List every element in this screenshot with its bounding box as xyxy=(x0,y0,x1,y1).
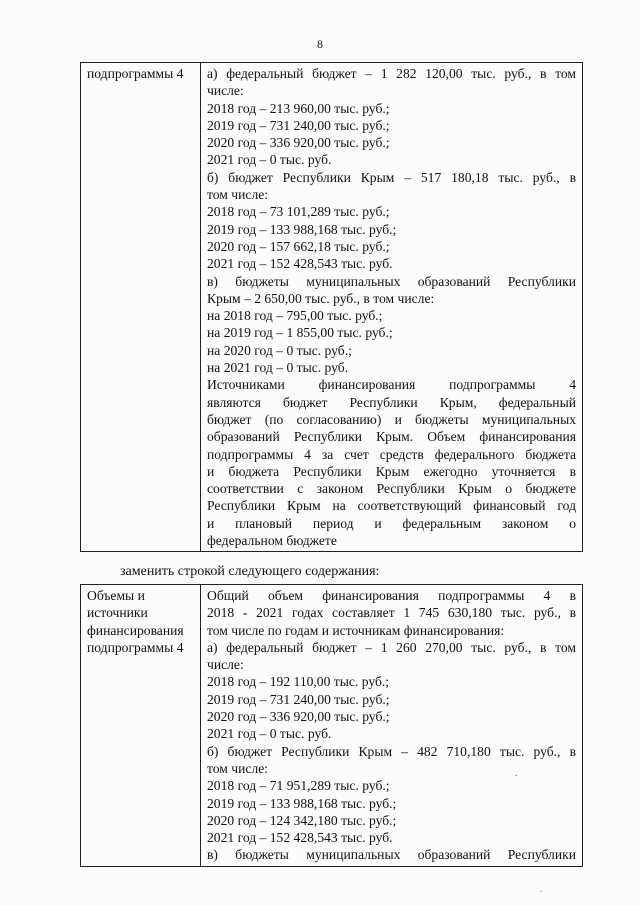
left-label-cell xyxy=(81,585,201,867)
text-line: 2020 год – 124 342,180 тыс. руб.; xyxy=(207,812,397,828)
funding-lines xyxy=(207,587,576,864)
funding-lines xyxy=(207,65,576,549)
left-label-cell xyxy=(81,63,201,552)
text-line: 2018 год – 192 110,00 тыс. руб.; xyxy=(207,674,390,690)
text-line: 2021 год – 152 428,543 тыс. руб. xyxy=(207,256,393,272)
text-line: 2021 год – 0 тыс. руб. xyxy=(207,152,332,168)
text-line: Источниками финансирования подпрограммы 4 xyxy=(207,377,576,393)
text-line: федеральном бюджете xyxy=(207,533,337,549)
text-line: 2019 год – 133 988,168 тыс. руб.; xyxy=(207,221,397,237)
text-line: подпрограммы 4 за счет средств федерального бюджета xyxy=(207,446,576,462)
text-line: являются бюджет Республики Крым, федеральный xyxy=(207,394,576,410)
text-line: 2020 год – 157 662,18 тыс. руб.; xyxy=(207,238,390,254)
scan-speck: . xyxy=(540,884,543,895)
text-line: 2021 год – 152 428,543 тыс. руб. xyxy=(207,830,393,846)
replacement-instruction: заменить строкой следующего содержания: xyxy=(120,564,380,579)
text-line: Общий объем финансирования подпрограммы 4 в xyxy=(207,588,576,603)
text-line: на 2019 год – 1 855,00 тыс. руб.; xyxy=(207,325,393,341)
text-line: 2018 год – 213 960,00 тыс. руб.; xyxy=(207,100,390,116)
old-funding-table xyxy=(80,62,583,552)
text-line: в) бюджеты муниципальных образований Республики xyxy=(207,847,576,863)
text-line: Крым – 2 650,00 тыс. руб., в том числе: xyxy=(207,290,435,306)
left-label: подпрограммы 4 xyxy=(87,66,184,81)
table-row xyxy=(81,63,583,552)
text-line: 2018 год – 73 101,289 тыс. руб.; xyxy=(207,204,390,220)
text-line: в) бюджеты муниципальных образований Республики xyxy=(207,273,576,289)
text-line: 2020 год – 336 920,00 тыс. руб.; xyxy=(207,709,390,725)
text-line: б) бюджет Республики Крым – 482 710,180 тыс. руб., в xyxy=(207,743,576,759)
text-line: 2021 год – 0 тыс. руб. xyxy=(207,726,332,742)
page-number: 8 xyxy=(317,37,323,51)
left-label-line: финансирования xyxy=(87,622,184,638)
text-line: том числе по годам и источникам финансирования: xyxy=(207,622,505,638)
text-line: том числе: xyxy=(207,187,269,203)
text-line: Республики Крым на соответствующий финансовый год xyxy=(207,498,576,514)
scan-speck: . xyxy=(515,768,518,779)
left-label-line: подпрограммы 4 xyxy=(87,639,184,655)
text-line: б) бюджет Республики Крым – 517 180,18 тыс. руб., в xyxy=(207,169,576,185)
text-line: образований Республики Крым. Объем финансирования xyxy=(207,429,576,445)
text-line: 2019 год – 731 240,00 тыс. руб.; xyxy=(207,691,390,707)
funding-details-cell xyxy=(201,63,583,552)
text-line: 2020 год – 336 920,00 тыс. руб.; xyxy=(207,135,390,151)
table-row xyxy=(81,585,583,867)
text-line: на 2020 год – 0 тыс. руб.; xyxy=(207,342,352,358)
text-line: соответствии с законом Республики Крым о бюджете xyxy=(207,481,576,497)
text-line: 2018 год – 71 951,289 тыс. руб.; xyxy=(207,778,390,794)
text-line: 2018 - 2021 годах составляет 1 745 630,180 тыс. руб., в xyxy=(207,605,576,621)
text-line: числе: xyxy=(207,83,244,99)
text-line: 2019 год – 133 988,168 тыс. руб.; xyxy=(207,795,397,811)
text-line: бюджет (по согласованию) и бюджеты муниципальных xyxy=(207,411,576,427)
left-label-line: источники xyxy=(87,605,148,621)
new-funding-table xyxy=(80,584,583,867)
text-line: том числе: xyxy=(207,760,269,776)
funding-details-cell xyxy=(201,585,583,867)
text-line: и бюджета Республики Крым ежегодно уточняется в xyxy=(207,463,576,479)
text-line: на 2021 год – 0 тыс. руб. xyxy=(207,360,349,376)
text-line: числе: xyxy=(207,657,244,673)
text-line: 2019 год – 731 240,00 тыс. руб.; xyxy=(207,117,390,133)
text-line: на 2018 год – 795,00 тыс. руб.; xyxy=(207,308,383,324)
text-line: а) федеральный бюджет – 1 260 270,00 тыс. руб., в том xyxy=(207,639,576,655)
left-label-line: Объемы и xyxy=(87,588,145,603)
text-line: а) федеральный бюджет – 1 282 120,00 тыс. руб., в том xyxy=(207,66,576,81)
text-line: и плановый период и федеральным законом о xyxy=(207,515,576,531)
